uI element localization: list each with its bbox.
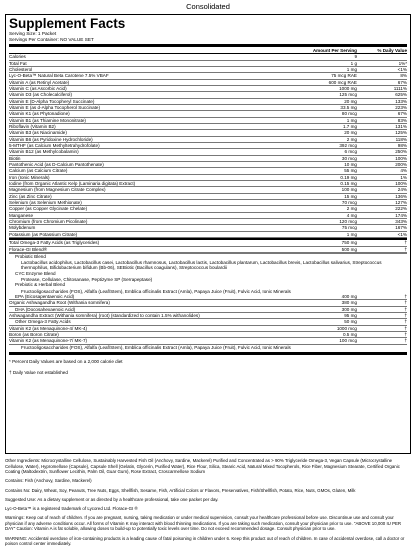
nutrient-dv: † bbox=[404, 246, 407, 252]
nutrient-dv: 98% bbox=[397, 143, 407, 148]
warnings: Warnings: Keep out of reach of children. If you are pregnant, nursing, taking medication or under medical supervision, consult your healthcare professional before use. Discontinue use and consult your physician if any adverse conditions occur. All forms of Vitamin K may interact with blood thinning medications. If you are taking such medication, consult your physician prior to use. "ABOVE 10,000 IU PER DAY" Caution: Vitamin A is fat soluble, allowing doses to build-up to potentially toxic levels over time. Do not exceed recommended dosage. Consult physician prior to use. bbox=[5, 515, 402, 532]
nutrient-amount: 1.7 mg bbox=[342, 123, 357, 129]
nutrient-dv: <1% bbox=[397, 66, 407, 72]
nutrient-name: Vitamin B6 (as Pyridoxine Hydrochloride) bbox=[9, 136, 93, 142]
nutrient-name: Copper (as Copper Glycinate Chelate) bbox=[9, 206, 88, 212]
nutrient-dv: † bbox=[404, 313, 407, 319]
nutrient-name: DHA (Docosahexaenoic Acid) bbox=[15, 306, 76, 312]
nutrient-amount: 80 mcg bbox=[341, 111, 357, 117]
nutrient-name: Boron (as Boron Citrate) bbox=[9, 332, 59, 338]
nutrient-name: Vitamin E (as d-Alpha Tocopherol Succinate) bbox=[9, 104, 100, 110]
nutrient-name: Lyc-O-Beta™ Natural Beta Carotene 7.5% VBAF bbox=[9, 73, 109, 79]
serving-size: Serving Size: 1 Packet bbox=[9, 31, 57, 36]
nutrient-name: Selenium (as Selenium Methionate) bbox=[9, 200, 82, 206]
herbal-blend-detail: Fructooligosaccharides (FOS), Alfalfa (Leaf/Stem), Emblica officinalis Extract (Amla), Papaya Juice (Fruit), Fulvic Acid, Ionic Minerals bbox=[21, 288, 291, 294]
nutrient-amount: 15 mg bbox=[344, 193, 357, 199]
nutrient-amount: 95 mg bbox=[344, 313, 357, 319]
nutrient-name: Vitamin A (as Retinyl Acetate) bbox=[9, 79, 70, 85]
nutrient-amount: 400 mg bbox=[341, 294, 357, 300]
nutrient-amount: 300 mg bbox=[341, 306, 357, 312]
nutrient-dv: 133% bbox=[395, 98, 407, 104]
nutrient-name: Vitamin K2 (as Menaquinone-7/ MK-7) bbox=[9, 338, 88, 344]
nutrient-name: Other Omega-3 Fatty Acids bbox=[15, 319, 71, 325]
nutrient-dv: 1%* bbox=[398, 60, 407, 66]
nutrient-name: Iron (Ionic Minerals) bbox=[9, 174, 50, 180]
nutrient-name: Vitamin D3 (as Cholecalciferol) bbox=[9, 92, 72, 98]
nutrient-dv: 1% bbox=[400, 174, 407, 180]
nutrient-name: Zinc (as Zinc Citrate) bbox=[9, 193, 52, 199]
nutrient-amount: 0.5 mg bbox=[342, 332, 357, 338]
nutrient-dv: 24% bbox=[397, 187, 407, 193]
nutrient-dv: 343% bbox=[395, 219, 407, 225]
nutrient-amount: 600 mcg RAE bbox=[328, 79, 357, 85]
probiotic-blend-title: Probiotic Blend bbox=[15, 253, 46, 259]
iron-warning: WARNING: Accidental overdose of iron-containing products is a leading cause of fatal poisoning in children under 6. Keep this product out of reach of children. In case of accidental overdose, call a doctor or poison control center immediately. bbox=[5, 535, 405, 547]
nutrient-dv: 100% bbox=[395, 181, 407, 187]
supplement-facts-panel bbox=[5, 14, 411, 454]
bottom-divider bbox=[9, 352, 407, 355]
nutrient-dv: † bbox=[404, 294, 407, 300]
nutrient-name: Calories bbox=[9, 54, 26, 60]
nutrient-name: Vitamin K1 (as Phytonadione) bbox=[9, 111, 70, 117]
nutrient-dv: 118% bbox=[395, 136, 407, 142]
nutrient-name: Molybdenum bbox=[9, 225, 36, 231]
nutrient-amount: 2 mg bbox=[346, 136, 357, 142]
nutrient-amount: 1 g bbox=[350, 60, 357, 66]
enzyme-blend-detail: Protease, Cellulase, Chitosanase, Peptizyme SP (Serrapeptase) bbox=[21, 277, 153, 283]
nutrient-dv: † bbox=[404, 338, 407, 344]
nutrient-name: Florace-GI Blend® bbox=[9, 246, 48, 252]
panel-title: Supplement Facts bbox=[9, 16, 126, 31]
nutrient-name: Total Omega-3 Fatty Acids (as Triglycerides) bbox=[9, 240, 100, 246]
nutrient-dv: 136% bbox=[395, 193, 407, 199]
nutrient-dv: 127% bbox=[395, 200, 407, 206]
nutrient-amount: 0.19 mg bbox=[340, 174, 357, 180]
servings-per-container: Servings Per Container: NO VALUE SET bbox=[9, 36, 94, 42]
nutrient-dv: † bbox=[404, 240, 407, 246]
trademark-note: Lyc-O-Beta™ is a registered trademark of Lycored Ltd. Florace-GI ® bbox=[5, 506, 138, 512]
nutrient-amount: 2 mg bbox=[346, 206, 357, 212]
nutrient-dv: † bbox=[404, 306, 407, 312]
nutrient-dv: † bbox=[404, 332, 407, 338]
nutrient-rows bbox=[9, 54, 407, 238]
nutrient-dv: 222% bbox=[395, 206, 407, 212]
dv-header: % Daily Value bbox=[377, 48, 407, 54]
nutrient-name: Riboflavin (Vitamin B2) bbox=[9, 123, 56, 129]
nutrient-amount: 380 mg bbox=[341, 300, 357, 306]
nutrient-dv: 83% bbox=[397, 117, 407, 123]
nutrient-name: Ashwagandha Extract (Withania somnifera) (root) (standardized to contain 1.5% withanolides) bbox=[9, 313, 200, 319]
nutrient-name: Calcium (as Calcium Citrate) bbox=[9, 168, 68, 174]
nutrient-amount: 1 mg bbox=[346, 117, 357, 123]
nutrient-dv: 250% bbox=[395, 149, 407, 155]
nutrient-name: Cholesterol bbox=[9, 66, 33, 72]
nutrient-amount: 750 mg bbox=[341, 240, 357, 246]
nutrient-name: Biotin bbox=[9, 155, 21, 161]
nutrient-dv: 100% bbox=[395, 155, 407, 161]
nutrient-amount: 100 mcg bbox=[339, 338, 357, 344]
nutrient-dv: 4% bbox=[400, 168, 407, 174]
enzyme-blend-title: CYC Enzyme Blend bbox=[15, 270, 56, 276]
nutrient-name: Total Fat bbox=[9, 60, 27, 66]
nutrient-dv: 8% bbox=[400, 73, 407, 79]
contains-no: Contains No: Dairy, Wheat, Soy, Peanuts, Tree Nuts, Eggs, Shellfish, Sesame, Fish, Artificial Colors or Flavors, Preservatives, Fish/Shellfish, Potato, Rice, Nuts, GMOs, Gluten, Milk bbox=[5, 487, 356, 493]
nutrient-amount: 55 mg bbox=[344, 168, 357, 174]
nutrient-amount: 100 mg bbox=[341, 187, 357, 193]
herbal-blend-title: Prebiotic & Herbal Blend bbox=[15, 282, 66, 288]
other-ingredients: Other Ingredients: Microcrystalline Cellulose, Sustainably Harvested Fish Oil (Anchovy, Sardine, Mackerel) Purified and Concentrated as > 90% Triglyceride Omega-3, Vegan Capsule (Microcrystalline Cellulose, Water), Hypromellose (Capsule), Capsule Shell (Gelatin, Glycerin, Purified Water), Rice Flour, Silica, Stearic Acid, Natural Mixed Tocopherols, Rice Fiber, Magnesium Stearate, Certified Organic Coating (Maltodextrin, Sunflower Lecithin, Palm Oil, Guar Gum), Rose Extract, Croscarmellose Sodium bbox=[5, 458, 400, 474]
nutrient-name: Vitamin E (D-Alpha Tocopheryl Succinate) bbox=[9, 98, 95, 104]
nutrient-dv: 67% bbox=[397, 79, 407, 85]
nutrient-amount: 1 mg bbox=[346, 66, 357, 72]
nutrient-dv: † bbox=[404, 319, 407, 325]
nutrient-amount: 120 mcg bbox=[339, 219, 357, 225]
contains: Contains: Fish (Anchovy, Sardine, Mackerel) bbox=[5, 478, 92, 484]
nutrient-dv: <1% bbox=[397, 231, 407, 237]
probiotic-blend-detail: Lactobacillus acidophilus, Lactobacillus casei, Lactobacillus rhamnosus, Lactobacillus lactis, Lactobacillus plantarum, Lactobacillus brevis, Lactobacillus salivarius, Streptococcus thermophilus, Bifidobacterium bifidum (Bb-06), SEBiotic (Bacillus coagulans), Streptococcus boulardii bbox=[21, 260, 382, 271]
nutrient-name: Pantothenic Acid (as D-Calcium Pantothenate) bbox=[9, 162, 104, 168]
nutrient-name: Vitamin B1 (as Thiamine Mononitrate) bbox=[9, 117, 86, 123]
nutrient-dv: 167% bbox=[395, 225, 407, 231]
nutrient-amount: 0.15 mg bbox=[340, 181, 357, 187]
nutrient-dv: 625% bbox=[395, 92, 407, 98]
nutrient-amount: 10 mg bbox=[344, 162, 357, 168]
nutrient-name: EPA (Eicosapentaenoic Acid) bbox=[15, 294, 75, 300]
last-blend-detail: Fructooligosaccharides (FOS), Alfalfa (Leaf/Stem), Emblica officinalis Extract (Amla), Papaya Juice (Fruit), Fulvic Acid, Ionic Minerals bbox=[21, 344, 291, 350]
nutrient-amount: 70 mcg bbox=[341, 200, 357, 206]
nutrient-amount: 75 mcg bbox=[341, 225, 357, 231]
nutrient-amount: 6 mcg bbox=[344, 149, 357, 155]
nutrient-amount: 125 mcg bbox=[339, 92, 357, 98]
nutrient-amount: 50 mg bbox=[344, 319, 357, 325]
nutrient-name: Vitamin K2 (as Menaquinone-4/ MK-4) bbox=[9, 325, 88, 331]
nutrient-dv: † bbox=[404, 300, 407, 306]
nutrient-amount: 392 mcg bbox=[339, 143, 357, 148]
nutrient-name: Vitamin C (as Ascorbic Acid) bbox=[9, 85, 67, 91]
footnote-dv: * Percent Daily Values are based on a 2,000 calorie diet bbox=[9, 359, 123, 365]
nutrient-amount: 33.5 mg bbox=[340, 104, 357, 110]
nutrient-name: Manganese bbox=[9, 212, 34, 218]
nutrient-dv: 174% bbox=[395, 212, 407, 218]
nutrient-name: Iodine (from Organic Atlantic Kelp (Laminaria digitata) Extract) bbox=[9, 181, 136, 187]
nutrient-name: 5-MTHF (as Calcium Methyltetrahydrofolate) bbox=[9, 143, 100, 148]
nutrient-name: Chromium (from Chromium Picolinate) bbox=[9, 219, 88, 225]
nutrient-dv: 223% bbox=[395, 104, 407, 110]
nutrient-dv: 200% bbox=[395, 162, 407, 168]
additional-rows bbox=[9, 294, 407, 345]
nutrient-dv: 131% bbox=[395, 123, 407, 129]
blend-details bbox=[9, 253, 407, 294]
nutrient-amount: 30 mcg bbox=[341, 155, 357, 161]
nutrient-name: Magnesium (from Magnesium Citrate Complex) bbox=[9, 187, 106, 193]
nutrient-dv bbox=[357, 54, 407, 59]
nutrient-name: Potassium (as Potassium Citrate) bbox=[9, 231, 78, 237]
nutrient-amount: 20 mg bbox=[344, 130, 357, 136]
nutrient-dv: 125% bbox=[395, 130, 407, 136]
suggested-use: Suggested Use: As a dietary supplement or as directed by a healthcare professional, take one packet per day. bbox=[5, 496, 219, 502]
nutrient-amount: 500 mg bbox=[341, 246, 357, 252]
table-header bbox=[9, 47, 407, 54]
nutrient-amount: 20 mg bbox=[344, 98, 357, 104]
nutrient-amount: 9 bbox=[354, 54, 357, 60]
footnote-dagger: † Daily Value not established bbox=[9, 369, 68, 375]
label-text bbox=[5, 458, 411, 551]
nutrient-amount: 1000 mg bbox=[339, 85, 357, 91]
nutrient-amount: 1000 mcg bbox=[336, 325, 357, 331]
nutrient-amount: 75 mcg RAE bbox=[331, 73, 357, 79]
nutrient-dv: 1111% bbox=[393, 85, 407, 91]
nutrient-amount: 1 mg bbox=[346, 231, 357, 237]
nutrient-name: Organic Ashwagandha Root (Withania somnifera) bbox=[9, 300, 110, 306]
blend-rows bbox=[9, 240, 407, 253]
nutrient-name: Vitamin B3 (as Niacinamide) bbox=[9, 130, 67, 136]
nutrient-amount: 4 mg bbox=[346, 212, 357, 218]
nutrient-dv: † bbox=[404, 325, 407, 331]
nutrient-name: Vitamin B12 (as Methylcobalamin) bbox=[9, 149, 79, 155]
amount-header: Amount Per Serving bbox=[312, 48, 357, 54]
window-title: Consolidated bbox=[186, 2, 230, 11]
nutrient-dv: 67% bbox=[397, 111, 407, 117]
